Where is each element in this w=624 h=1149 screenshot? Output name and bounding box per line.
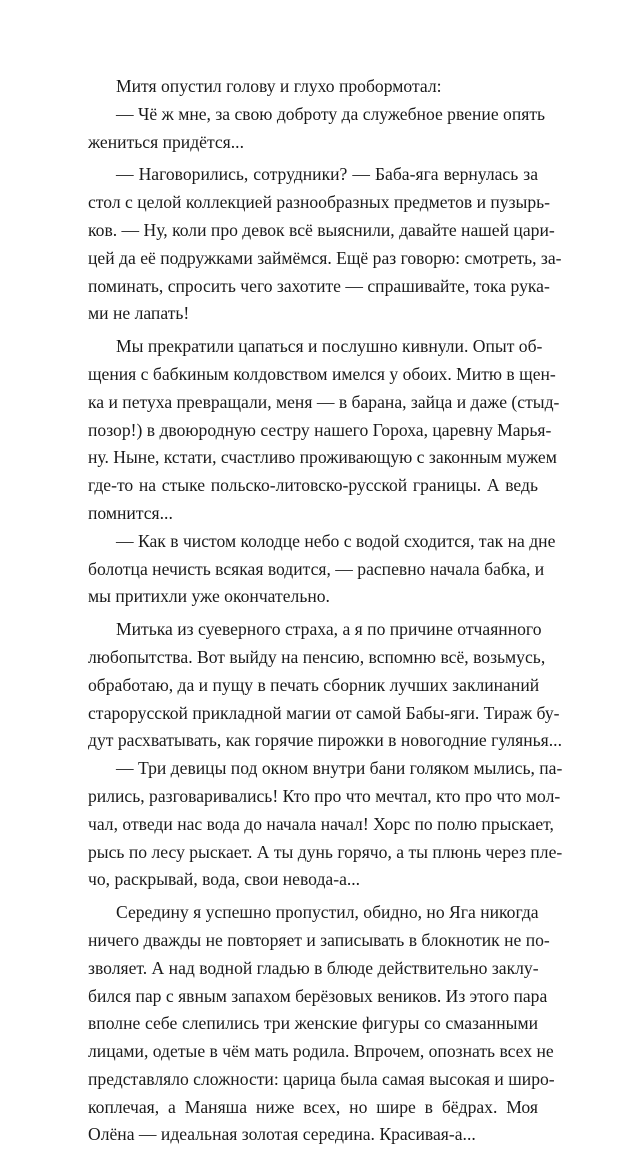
- text-line: дут расхватывать, как горячие пирожки в новогодние гулянья...: [88, 730, 562, 751]
- text-line: ну. Ныне, кстати, счастливо проживающую с законным мужем: [88, 447, 557, 468]
- text-line: поминать, спросить чего захотите — спрашивайте, тока рука-: [88, 275, 550, 296]
- text-line: ми не лапать!: [88, 303, 190, 324]
- text-line: ка и петуха превращали, меня — в барана, зайца и даже (стыд-: [88, 391, 560, 412]
- text-line: болотца нечисть всякая водится, — распевно начала бабка, и: [88, 558, 545, 579]
- paragraph: [88, 528, 556, 611]
- text-line: рысь по лесу рыскает. А ты дунь горячо, а ты плюнь через пле-: [88, 841, 563, 862]
- text-line: лицами, одетые в чём мать родила. Впрочем, опознать всех не: [88, 1041, 554, 1062]
- text-line: коплечая, а Маняша ниже всех, но шире в бёдрах. Моя: [88, 1096, 538, 1117]
- text-line: любопытства. Вот выйду на пенсию, вспомню всё, возьмусь,: [88, 646, 546, 667]
- paragraph: [88, 73, 538, 101]
- text-line: вполне себе слепились три женские фигуры со смазанными: [88, 1013, 538, 1034]
- text-line: жениться придётся...: [88, 131, 244, 152]
- text-line: бился пар с явным запахом берёзовых веников. Из этого пара: [88, 985, 548, 1006]
- text-line: ничего дважды не повторяет и записывать в блокнотик не по-: [88, 929, 550, 950]
- book-page: [88, 73, 563, 1149]
- text-line: обработаю, да и пущу в печать сборник лучших заклинаний: [88, 674, 540, 695]
- text-line: — Наговорились, сотрудники? — Баба-яга вернулась за: [116, 164, 538, 185]
- paragraph: [88, 161, 562, 328]
- text-line: Мы прекратили цапаться и послушно кивнули. Опыт об-: [116, 336, 543, 357]
- paragraph: [88, 899, 555, 1149]
- text-line: представляло сложности: царица была самая высокая и широ-: [88, 1068, 555, 1089]
- text-line: чал, отведи нас вода до начала начал! Хорс по полю прыскает,: [88, 813, 554, 834]
- text-line: позор!) в двоюродную сестру нашего Гороха, царевну Марья-: [88, 419, 552, 440]
- text-line: зволяет. А над водной гладью в блюде действительно заклу-: [88, 957, 539, 978]
- text-line: старорусской прикладной магии от самой Бабы-яги. Тираж бу-: [88, 702, 560, 723]
- text-line: — Три девицы под окном внутри бани голяком мылись, па-: [116, 758, 563, 779]
- text-line: Митя опустил голову и глухо пробормотал:: [116, 76, 442, 96]
- text-line: мы притихли уже окончательно.: [88, 586, 330, 607]
- text-line: где-то на стыке польско-литовско-русской границы. А ведь: [88, 475, 538, 496]
- text-line: Середину я успешно пропустил, обидно, но Яга никогда: [116, 902, 539, 923]
- text-line: — Чё ж мне, за свою доброту да служебное рвение опять: [116, 103, 546, 124]
- paragraph: [88, 755, 563, 894]
- text-line: Митька из суеверного страха, а я по причине отчаянного: [116, 619, 542, 640]
- paragraph: [88, 333, 560, 528]
- text-line: чо, раскрывай, вода, свои невода-а...: [88, 869, 361, 890]
- text-line: цей да её подружками займёмся. Ещё раз говорю: смотреть, за-: [88, 247, 562, 268]
- text-line: рились, разговаривались! Кто про что мечтал, кто про что мол-: [88, 785, 561, 806]
- paragraph: [88, 101, 546, 157]
- text-line: помнится...: [88, 502, 173, 523]
- text-line: ков. — Ну, коли про девок всё выяснили, давайте нашей цари-: [88, 219, 555, 240]
- paragraph: [88, 616, 562, 755]
- text-line: щения с бабкиным колдовством имелся у обоих. Митю в щен-: [88, 363, 556, 384]
- text-line: — Как в чистом колодце небо с водой сходится, так на дне: [116, 530, 556, 551]
- text-line: стол с целой коллекцией разнообразных предметов и пузырь-: [88, 192, 551, 213]
- text-line: Олёна — идеальная золотая середина. Красивая-а...: [88, 1124, 476, 1145]
